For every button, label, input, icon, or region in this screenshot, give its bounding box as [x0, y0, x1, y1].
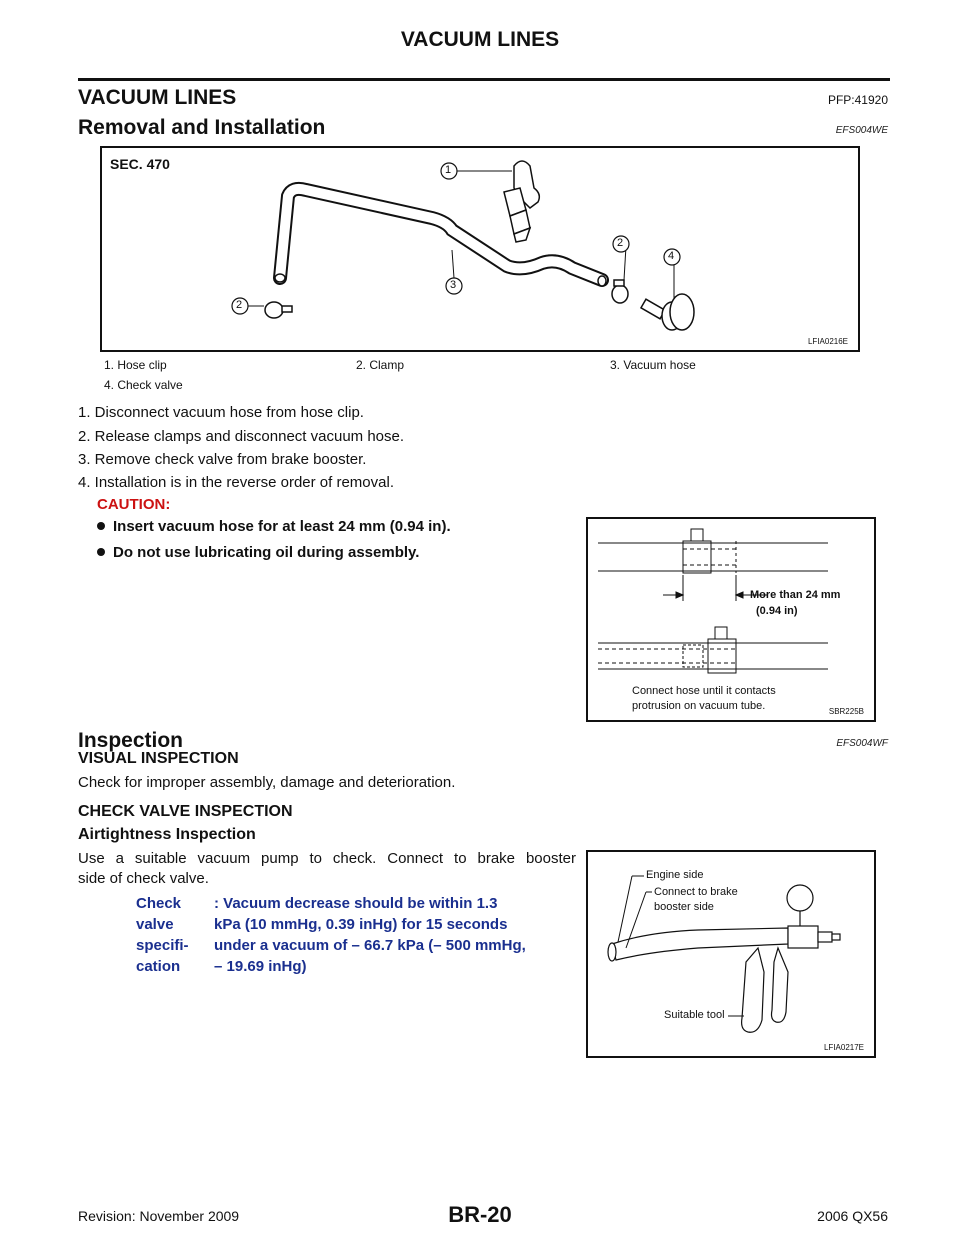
legend-item: 1. Hose clip — [104, 358, 167, 372]
spec-label: Check valve specifi- cation — [136, 895, 189, 975]
airtightness-text: side of check valve. — [78, 870, 209, 887]
page-number: BR-20 — [448, 1202, 512, 1227]
revision-date: Revision: November 2009 — [78, 1208, 240, 1224]
callout-2a: 2 — [236, 299, 243, 311]
figure-id: SBR225B — [828, 707, 864, 716]
figure-id: LFIA0216E — [807, 337, 848, 346]
figure-id: LFIA0217E — [823, 1043, 864, 1052]
engine-side-label: Engine side — [646, 869, 704, 881]
inspection-heading: Inspection — [78, 729, 184, 752]
hose-insertion-figure — [586, 517, 876, 722]
vacuum-lines-figure — [100, 146, 860, 352]
figure-note: Connect hose until it contacts — [632, 685, 776, 697]
insertion-depth-label: More than 24 mm — [750, 589, 841, 601]
inspection-code: EFS004WF — [836, 738, 888, 749]
model-year: 2006 QX56 — [817, 1208, 888, 1224]
visual-inspection-heading: VISUAL INSPECTION — [78, 750, 239, 767]
callout-3: 3 — [450, 279, 457, 291]
connect-label: Connect to brake — [654, 886, 738, 898]
vacuum-pump-drawing — [588, 852, 874, 1056]
legend-item: 3. Vacuum hose — [610, 358, 696, 372]
spec-value: : Vacuum decrease should be within 1.3 kPa (10 mmHg, 0.39 inHg) for 15 seconds under a vacuum of – 66.7 kPa (– 500 mmHg, – 19.69 inHg) — [214, 895, 526, 975]
section-title: VACUUM LINES — [78, 86, 237, 109]
connect-label: booster side — [654, 901, 714, 913]
callout-4: 4 — [668, 250, 675, 262]
caution-item: Do not use lubricating oil during assembly. — [97, 544, 419, 561]
step-4: 4. Installation is in the reverse order of removal. — [78, 474, 394, 491]
suitable-tool-label: Suitable tool — [664, 1009, 725, 1021]
callout-1: 1 — [445, 164, 452, 176]
callout-2b: 2 — [617, 237, 624, 249]
step-1: 1. Disconnect vacuum hose from hose clip. — [78, 404, 364, 421]
figure-note: protrusion on vacuum tube. — [632, 700, 766, 712]
airtightness-heading: Airtightness Inspection — [78, 826, 256, 843]
visual-inspection-text: Check for improper assembly, damage and deterioration. — [78, 774, 456, 791]
part-number: PFP:41920 — [827, 93, 888, 107]
legend-item: 4. Check valve — [104, 378, 183, 392]
step-3: 3. Remove check valve from brake booster. — [78, 451, 367, 468]
figure-section-label: SEC. 470 — [110, 156, 170, 172]
removal-heading: Removal and Installation — [78, 116, 326, 139]
legend-item: 2. Clamp — [356, 358, 405, 372]
check-valve-heading: CHECK VALVE INSPECTION — [78, 803, 293, 820]
airtightness-text: Use a suitable vacuum pump to check. Connect to brake booster — [78, 850, 576, 867]
caution-label: CAUTION: — [97, 496, 171, 513]
vacuum-hose-drawing — [102, 148, 858, 350]
page-header-title: VACUUM LINES — [400, 28, 560, 51]
caution-item: Insert vacuum hose for at least 24 mm (0.94 in). — [97, 518, 451, 535]
vacuum-pump-figure — [586, 850, 876, 1058]
header-rule — [78, 78, 890, 81]
step-2: 2. Release clamps and disconnect vacuum hose. — [78, 428, 405, 445]
insertion-depth-inch: (0.94 in) — [756, 605, 798, 617]
removal-code: EFS004WE — [835, 125, 888, 136]
